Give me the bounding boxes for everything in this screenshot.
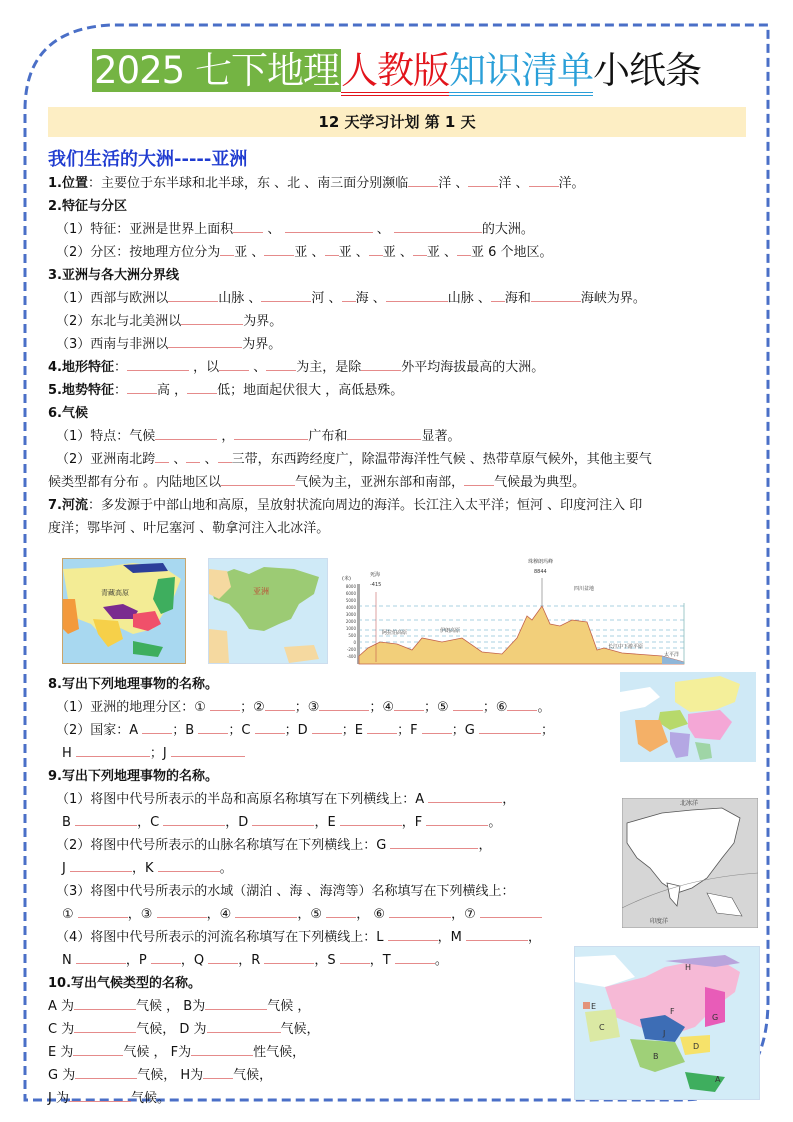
answer-blank[interactable] — [186, 448, 200, 463]
asia-location-map-graphic — [209, 559, 327, 663]
answer-blank[interactable] — [210, 696, 240, 711]
answer-blank[interactable] — [187, 379, 217, 394]
answer-blank[interactable] — [168, 333, 242, 348]
indian-ocean-label: 印度洋 — [650, 918, 669, 925]
climate-label-f: F — [670, 1007, 675, 1016]
answer-blank[interactable] — [235, 903, 297, 918]
q3-text: 为界。 — [242, 337, 282, 352]
q9-text: ，E — [314, 815, 340, 830]
q8-text: ；F — [397, 723, 422, 738]
climate-label-e: E — [591, 1002, 597, 1011]
answer-blank[interactable] — [266, 356, 296, 371]
q10-line-1 — [48, 995, 628, 1018]
climate-label-b: B — [653, 1052, 659, 1061]
q4-text: 为主，是除 — [296, 360, 362, 375]
q8-text: ；D — [284, 723, 312, 738]
q1-text: 洋 、 — [498, 176, 529, 191]
answer-blank[interactable] — [127, 356, 189, 371]
q2-text: 亚 、 — [234, 245, 265, 260]
q9-text: ，F — [401, 815, 427, 830]
q10-text: 气候。 — [130, 1091, 170, 1106]
q2-text: 亚 、 — [382, 245, 413, 260]
answer-blank[interactable] — [395, 949, 435, 964]
q9-text: ，M — [437, 930, 467, 945]
answer-blank[interactable] — [479, 719, 541, 734]
title-part-3: 知识清单 — [449, 49, 593, 96]
map1-label: 青藏高原 — [101, 589, 129, 597]
q9-text: ，P — [125, 953, 151, 968]
q9-text: （3）将图中代号所表示的水域（湖泊 、海 、海湾等）名称填写在下列横线上： — [56, 884, 515, 899]
answer-blank[interactable] — [234, 425, 308, 440]
profile-label-arabian-plateau: 阿拉伯高原 — [382, 630, 408, 636]
q10-text: 气候 ， — [267, 999, 311, 1014]
q9-text: ，C — [137, 815, 164, 830]
answer-blank[interactable] — [127, 379, 157, 394]
title-part-4: 小纸条 — [592, 49, 701, 92]
q9-text: 。 — [488, 815, 502, 830]
profile-label-pacific: 太平洋 — [664, 652, 680, 658]
q8-heading — [48, 673, 628, 696]
answer-blank[interactable] — [468, 172, 498, 187]
q9-text: J — [62, 861, 70, 876]
y-tick: 1000 — [345, 626, 356, 631]
q8-text: ；⑤ — [424, 700, 453, 715]
q6-label: 6.气候 — [48, 406, 88, 421]
q2-line-1 — [48, 218, 748, 241]
q9-text: ，④ — [206, 907, 236, 922]
q3-label: 3.亚洲与各大洲分界线 — [48, 268, 179, 283]
q10-label: 10.写出气候类型的名称。 — [48, 976, 202, 991]
y-tick: 500 — [348, 633, 356, 638]
profile-y-unit: (米) — [342, 576, 351, 582]
q9-text: （4）将图中代号所表示的河流名称填写在下列横线上：L — [56, 930, 388, 945]
q3-text: （1）西部与欧洲以 — [56, 291, 169, 306]
q9-text: ，R — [238, 953, 265, 968]
answer-blank[interactable] — [75, 1064, 137, 1079]
title-part-1: 2025 七下地理 — [94, 49, 339, 92]
y-tick: 5000 — [345, 598, 356, 603]
q8-text: ；E — [341, 723, 368, 738]
answer-blank[interactable] — [221, 471, 295, 486]
answer-blank[interactable] — [155, 448, 169, 463]
y-tick: 3000 — [345, 612, 356, 617]
q10-text: 气候， D 为 — [136, 1022, 207, 1037]
asia-terrain-map-graphic — [63, 559, 185, 663]
answer-blank[interactable] — [252, 811, 314, 826]
q3-line-1 — [48, 287, 748, 310]
climate-label-d: D — [693, 1042, 700, 1051]
q9-text: （2）将图中代号所表示的山脉名称填写在下列横线上：G — [56, 838, 391, 853]
q9-text: ，K — [131, 861, 158, 876]
answer-blank[interactable] — [529, 172, 559, 187]
answer-blank[interactable] — [76, 742, 150, 757]
q2-text: 亚 、 — [338, 245, 369, 260]
q1-label: 1.位置 — [48, 176, 88, 191]
q10-text: E 为 — [48, 1045, 74, 1060]
answer-blank[interactable] — [390, 834, 478, 849]
q10-line-3 — [48, 1041, 628, 1064]
answer-blank[interactable] — [466, 926, 528, 941]
q10-text: J 为 — [48, 1091, 69, 1106]
q8-text: ；④ — [369, 700, 395, 715]
profile-label-dead-sea: 死海 — [370, 572, 381, 578]
title-part-2: 人教版 — [341, 49, 449, 96]
climate-label-c: C — [599, 1023, 605, 1032]
q8-text: ；G — [451, 723, 479, 738]
worksheet-content-lower — [48, 673, 628, 1110]
asia-location-map — [208, 558, 328, 664]
asia-regions-map — [620, 672, 756, 762]
answer-blank[interactable] — [207, 1018, 281, 1033]
answer-blank[interactable] — [426, 811, 488, 826]
profile-label-everest: 珠穆朗玛峰 — [528, 559, 554, 565]
q3-heading — [48, 264, 748, 287]
answer-blank[interactable] — [233, 218, 263, 233]
q6-text: 气候最为典型。 — [494, 475, 586, 490]
answer-blank[interactable] — [220, 241, 234, 256]
answer-blank[interactable] — [367, 719, 397, 734]
arctic-ocean-label: 北冰洋 — [680, 800, 699, 807]
climate-label-g: G — [712, 1013, 719, 1022]
q4-text: 外平均海拔最高的大洲。 — [401, 360, 545, 375]
q6-text: （1）特点：气候 — [56, 429, 156, 444]
answer-blank[interactable] — [386, 287, 448, 302]
q8-label: 8.写出下列地理事物的名称。 — [48, 677, 218, 692]
answer-blank[interactable] — [531, 287, 581, 302]
q2-text: 亚 、 — [426, 245, 457, 260]
q6-line-2 — [48, 448, 748, 471]
q2-text: 的大洲。 — [481, 222, 534, 237]
q8-text: H — [62, 746, 76, 761]
answer-blank[interactable] — [361, 356, 401, 371]
q9-text: ，S — [314, 953, 340, 968]
q4-text: ，以 — [189, 360, 220, 375]
answer-blank[interactable] — [453, 696, 483, 711]
q6-text: ， — [217, 429, 235, 444]
answer-blank[interactable] — [325, 241, 339, 256]
q10-line-5 — [48, 1087, 628, 1110]
q10-text: A 为 — [48, 999, 75, 1014]
answer-blank[interactable] — [171, 742, 245, 757]
q6-heading — [48, 402, 748, 425]
q8-text: ； — [540, 723, 554, 738]
y-tick: 2000 — [345, 619, 356, 624]
q10-text: 性气候， — [253, 1045, 306, 1060]
q8-text: （1）亚洲的地理分区：① — [56, 700, 211, 715]
q3-text: 河 、 — [311, 291, 342, 306]
q10-text: 气候， — [280, 1022, 320, 1037]
answer-blank[interactable] — [507, 696, 537, 711]
answer-blank[interactable] — [422, 719, 452, 734]
q3-line-3 — [48, 333, 748, 356]
q10-text: C 为 — [48, 1022, 75, 1037]
q3-text: 海 、 — [355, 291, 386, 306]
q8-text: 。 — [537, 700, 551, 715]
answer-blank[interactable] — [312, 719, 342, 734]
q9-line-4 — [48, 857, 628, 880]
climate-label-h: H — [685, 963, 692, 972]
q5-text: 高 ， — [157, 383, 188, 398]
q9-line-1 — [48, 788, 628, 811]
answer-blank[interactable] — [342, 287, 356, 302]
answer-blank[interactable] — [74, 1018, 136, 1033]
answer-blank[interactable] — [191, 1041, 253, 1056]
answer-blank[interactable] — [151, 949, 181, 964]
answer-blank[interactable] — [155, 425, 217, 440]
answer-blank[interactable] — [491, 287, 505, 302]
answer-blank[interactable] — [198, 719, 228, 734]
q10-text: 气候， — [233, 1068, 273, 1083]
section-title: 我们生活的大洲-----亚洲 — [48, 149, 248, 170]
q3-line-2 — [48, 310, 748, 333]
q9-line-8 — [48, 949, 628, 972]
q6-text: 候类型都有分布 。内陆地区以 — [48, 475, 222, 490]
q6-text: 三带，东西跨经度广，除温带海洋性气候 、热带草原气候外，其他主要气 — [231, 452, 652, 467]
y-tick: 4000 — [345, 605, 356, 610]
answer-blank[interactable] — [163, 811, 225, 826]
answer-blank[interactable] — [205, 995, 267, 1010]
q1-text: ：主要位于东半球和北半球，东 、北 、南三面分别濒临 — [87, 176, 409, 191]
answer-blank[interactable] — [219, 356, 249, 371]
page-title — [0, 47, 793, 95]
asia-physical-map-graphic — [622, 798, 758, 928]
answer-blank[interactable] — [408, 172, 438, 187]
answer-blank[interactable] — [480, 903, 542, 918]
q8-text: （2）国家：A — [56, 723, 143, 738]
q4-text: ： — [113, 360, 127, 375]
q9-text: B — [62, 815, 76, 830]
q4-text: 、 — [249, 360, 267, 375]
answer-blank[interactable] — [464, 471, 494, 486]
q8-line-2 — [48, 719, 628, 742]
asia-terrain-map — [62, 558, 186, 664]
q4-line — [48, 356, 748, 379]
q10-text: 气候 ， F为 — [123, 1045, 192, 1060]
answer-blank[interactable] — [208, 949, 238, 964]
answer-blank[interactable] — [285, 218, 373, 233]
q9-text: 。 — [434, 953, 448, 968]
q2-line-2 — [48, 241, 748, 264]
q8-line-3 — [48, 742, 628, 765]
q8-text: ；③ — [294, 700, 320, 715]
q3-text: 山脉 、 — [218, 291, 262, 306]
answer-blank[interactable] — [265, 696, 295, 711]
q9-line-3 — [48, 834, 628, 857]
q8-line-1 — [48, 696, 628, 719]
profile-label-yangtze-plain: 长江中下游平原 — [608, 644, 644, 650]
answer-blank[interactable] — [168, 287, 218, 302]
q1-text: 洋。 — [558, 176, 585, 191]
answer-blank[interactable] — [158, 857, 220, 872]
q1-line — [48, 172, 748, 195]
q3-text: （3）西南与非洲以 — [56, 337, 169, 352]
figures-row — [0, 558, 793, 666]
answer-blank[interactable] — [203, 1064, 233, 1079]
q10-text: 气候 ， B为 — [136, 999, 206, 1014]
answer-blank[interactable] — [394, 218, 482, 233]
answer-blank[interactable] — [70, 857, 132, 872]
q9-label: 9.写出下列地理事物的名称。 — [48, 769, 218, 784]
q10-text: 气候， H为 — [137, 1068, 204, 1083]
climate-label-a: A — [715, 1075, 721, 1084]
q2-text: 、 — [263, 222, 281, 237]
answer-blank[interactable] — [157, 903, 207, 918]
q9-text: ，③ — [127, 907, 157, 922]
q3-text: 海峡为界。 — [580, 291, 646, 306]
climate-label-j: J — [663, 1029, 666, 1038]
q6-text: 广布和 — [308, 429, 348, 444]
q9-text: 。 — [219, 861, 233, 876]
q4-label: 4.地形特征 — [48, 360, 114, 375]
profile-label-dead-sea-elev: -415 — [370, 582, 382, 588]
q9-text: ， — [502, 792, 516, 807]
answer-blank[interactable] — [142, 719, 172, 734]
q9-text: N — [62, 953, 76, 968]
q7-text: 度洋；鄂毕河 、叶尼塞河 、勒拿河注入北冰洋。 — [48, 521, 330, 536]
q7-line-1 — [48, 494, 748, 517]
q6-text: 显著。 — [421, 429, 461, 444]
q8-text: ；⑥ — [482, 700, 508, 715]
q9-text: ，⑤ — [297, 907, 327, 922]
q9-line-5 — [48, 880, 628, 903]
answer-blank[interactable] — [76, 949, 126, 964]
q7-text: ：多发源于中部山地和高原，呈放射状流向周边的海洋。长江注入太平洋；恒河 、印度河注入 印 — [87, 498, 643, 513]
q10-heading — [48, 972, 628, 995]
q3-text: （2）东北与北美洲以 — [56, 314, 182, 329]
q2-text: 亚 6 个地区。 — [470, 245, 553, 260]
q7-line-2 — [48, 517, 748, 540]
q5-label: 5.地势特征 — [48, 383, 114, 398]
q6-text: （2）亚洲南北跨 — [56, 452, 156, 467]
y-tick: 6000 — [345, 591, 356, 596]
q10-line-4 — [48, 1064, 628, 1087]
y-tick: -400 — [346, 654, 356, 659]
q9-line-2 — [48, 811, 628, 834]
q2-heading — [48, 195, 748, 218]
q2-text: 、 — [372, 222, 390, 237]
y-tick: -200 — [346, 647, 356, 652]
answer-blank[interactable] — [261, 287, 311, 302]
q6-text: 、 — [200, 452, 218, 467]
answer-blank[interactable] — [181, 310, 243, 325]
q5-text: 低；地面起伏很大 ，高低悬殊。 — [217, 383, 404, 398]
answer-blank[interactable] — [340, 811, 402, 826]
answer-blank[interactable] — [389, 903, 451, 918]
answer-blank[interactable] — [74, 995, 136, 1010]
q8-text: ；C — [228, 723, 255, 738]
q7-label: 7.河流 — [48, 498, 88, 513]
q2-text: 亚 、 — [294, 245, 325, 260]
answer-blank[interactable] — [73, 1041, 123, 1056]
q8-text: ；J — [149, 746, 171, 761]
profile-label-everest-elev: 8844 — [534, 569, 547, 575]
q9-text: ，⑦ — [451, 907, 480, 922]
q2-label: 2.特征与分区 — [48, 199, 127, 214]
answer-blank[interactable] — [319, 696, 369, 711]
q2-text: （2）分区：按地理方位分为 — [56, 245, 221, 260]
asia-climate-map — [574, 946, 760, 1100]
q5-text: ： — [113, 383, 127, 398]
answer-blank[interactable] — [347, 425, 421, 440]
asia-physical-map — [622, 798, 758, 928]
q9-text: ， — [528, 930, 542, 945]
y-tick: 0 — [353, 640, 356, 645]
worksheet-content — [48, 148, 748, 540]
map2-label: 亚洲 — [253, 587, 269, 596]
q8-text: ；② — [240, 700, 265, 715]
q9-text: ， ⑥ — [356, 907, 390, 922]
q5-line — [48, 379, 748, 402]
q6-line-3 — [48, 471, 748, 494]
answer-blank[interactable] — [69, 1087, 131, 1102]
answer-blank[interactable] — [78, 903, 128, 918]
answer-blank[interactable] — [264, 241, 294, 256]
q9-line-6 — [48, 903, 628, 926]
q9-line-7 — [48, 926, 628, 949]
answer-blank[interactable] — [388, 926, 438, 941]
q8-text: ；B — [172, 723, 199, 738]
answer-blank[interactable] — [428, 788, 502, 803]
q9-text: ，T — [369, 953, 395, 968]
answer-blank[interactable] — [264, 949, 314, 964]
q10-line-2 — [48, 1018, 628, 1041]
q10-text: G 为 — [48, 1068, 76, 1083]
q6-text: 气候为主，亚洲东部和南部， — [295, 475, 465, 490]
answer-blank[interactable] — [413, 241, 427, 256]
q9-text: ，Q — [180, 953, 209, 968]
q3-text: 为界。 — [243, 314, 283, 329]
answer-blank[interactable] — [457, 241, 471, 256]
q2-text: （1）特征：亚洲是世界上面积 — [56, 222, 234, 237]
q9-text: ， — [478, 838, 492, 853]
q9-text: ① — [62, 907, 78, 922]
answer-blank[interactable] — [369, 241, 383, 256]
asia-terrain-profile — [342, 558, 686, 666]
answer-blank[interactable] — [255, 719, 285, 734]
q3-text: 山脉 、 — [447, 291, 491, 306]
answer-blank[interactable] — [394, 696, 424, 711]
answer-blank[interactable] — [326, 903, 356, 918]
q3-text: 海和 — [504, 291, 531, 306]
q9-heading — [48, 765, 628, 788]
profile-label-iranian-plateau: 伊朗高原 — [440, 628, 461, 634]
asia-regions-map-graphic — [620, 672, 756, 762]
answer-blank[interactable] — [75, 811, 137, 826]
answer-blank[interactable] — [218, 448, 232, 463]
profile-label-sichuan-basin: 四川盆地 — [574, 586, 595, 592]
q6-text: 、 — [169, 452, 187, 467]
plan-banner: 12 天学习计划 第 1 天 — [48, 107, 746, 137]
q1-text: 洋 、 — [438, 176, 469, 191]
answer-blank[interactable] — [340, 949, 370, 964]
q9-text: （1）将图中代号所表示的半岛和高原名称填写在下列横线上：A — [56, 792, 429, 807]
q9-text: ，D — [225, 815, 253, 830]
q6-line-1 — [48, 425, 748, 448]
y-tick: 8000 — [345, 584, 356, 589]
